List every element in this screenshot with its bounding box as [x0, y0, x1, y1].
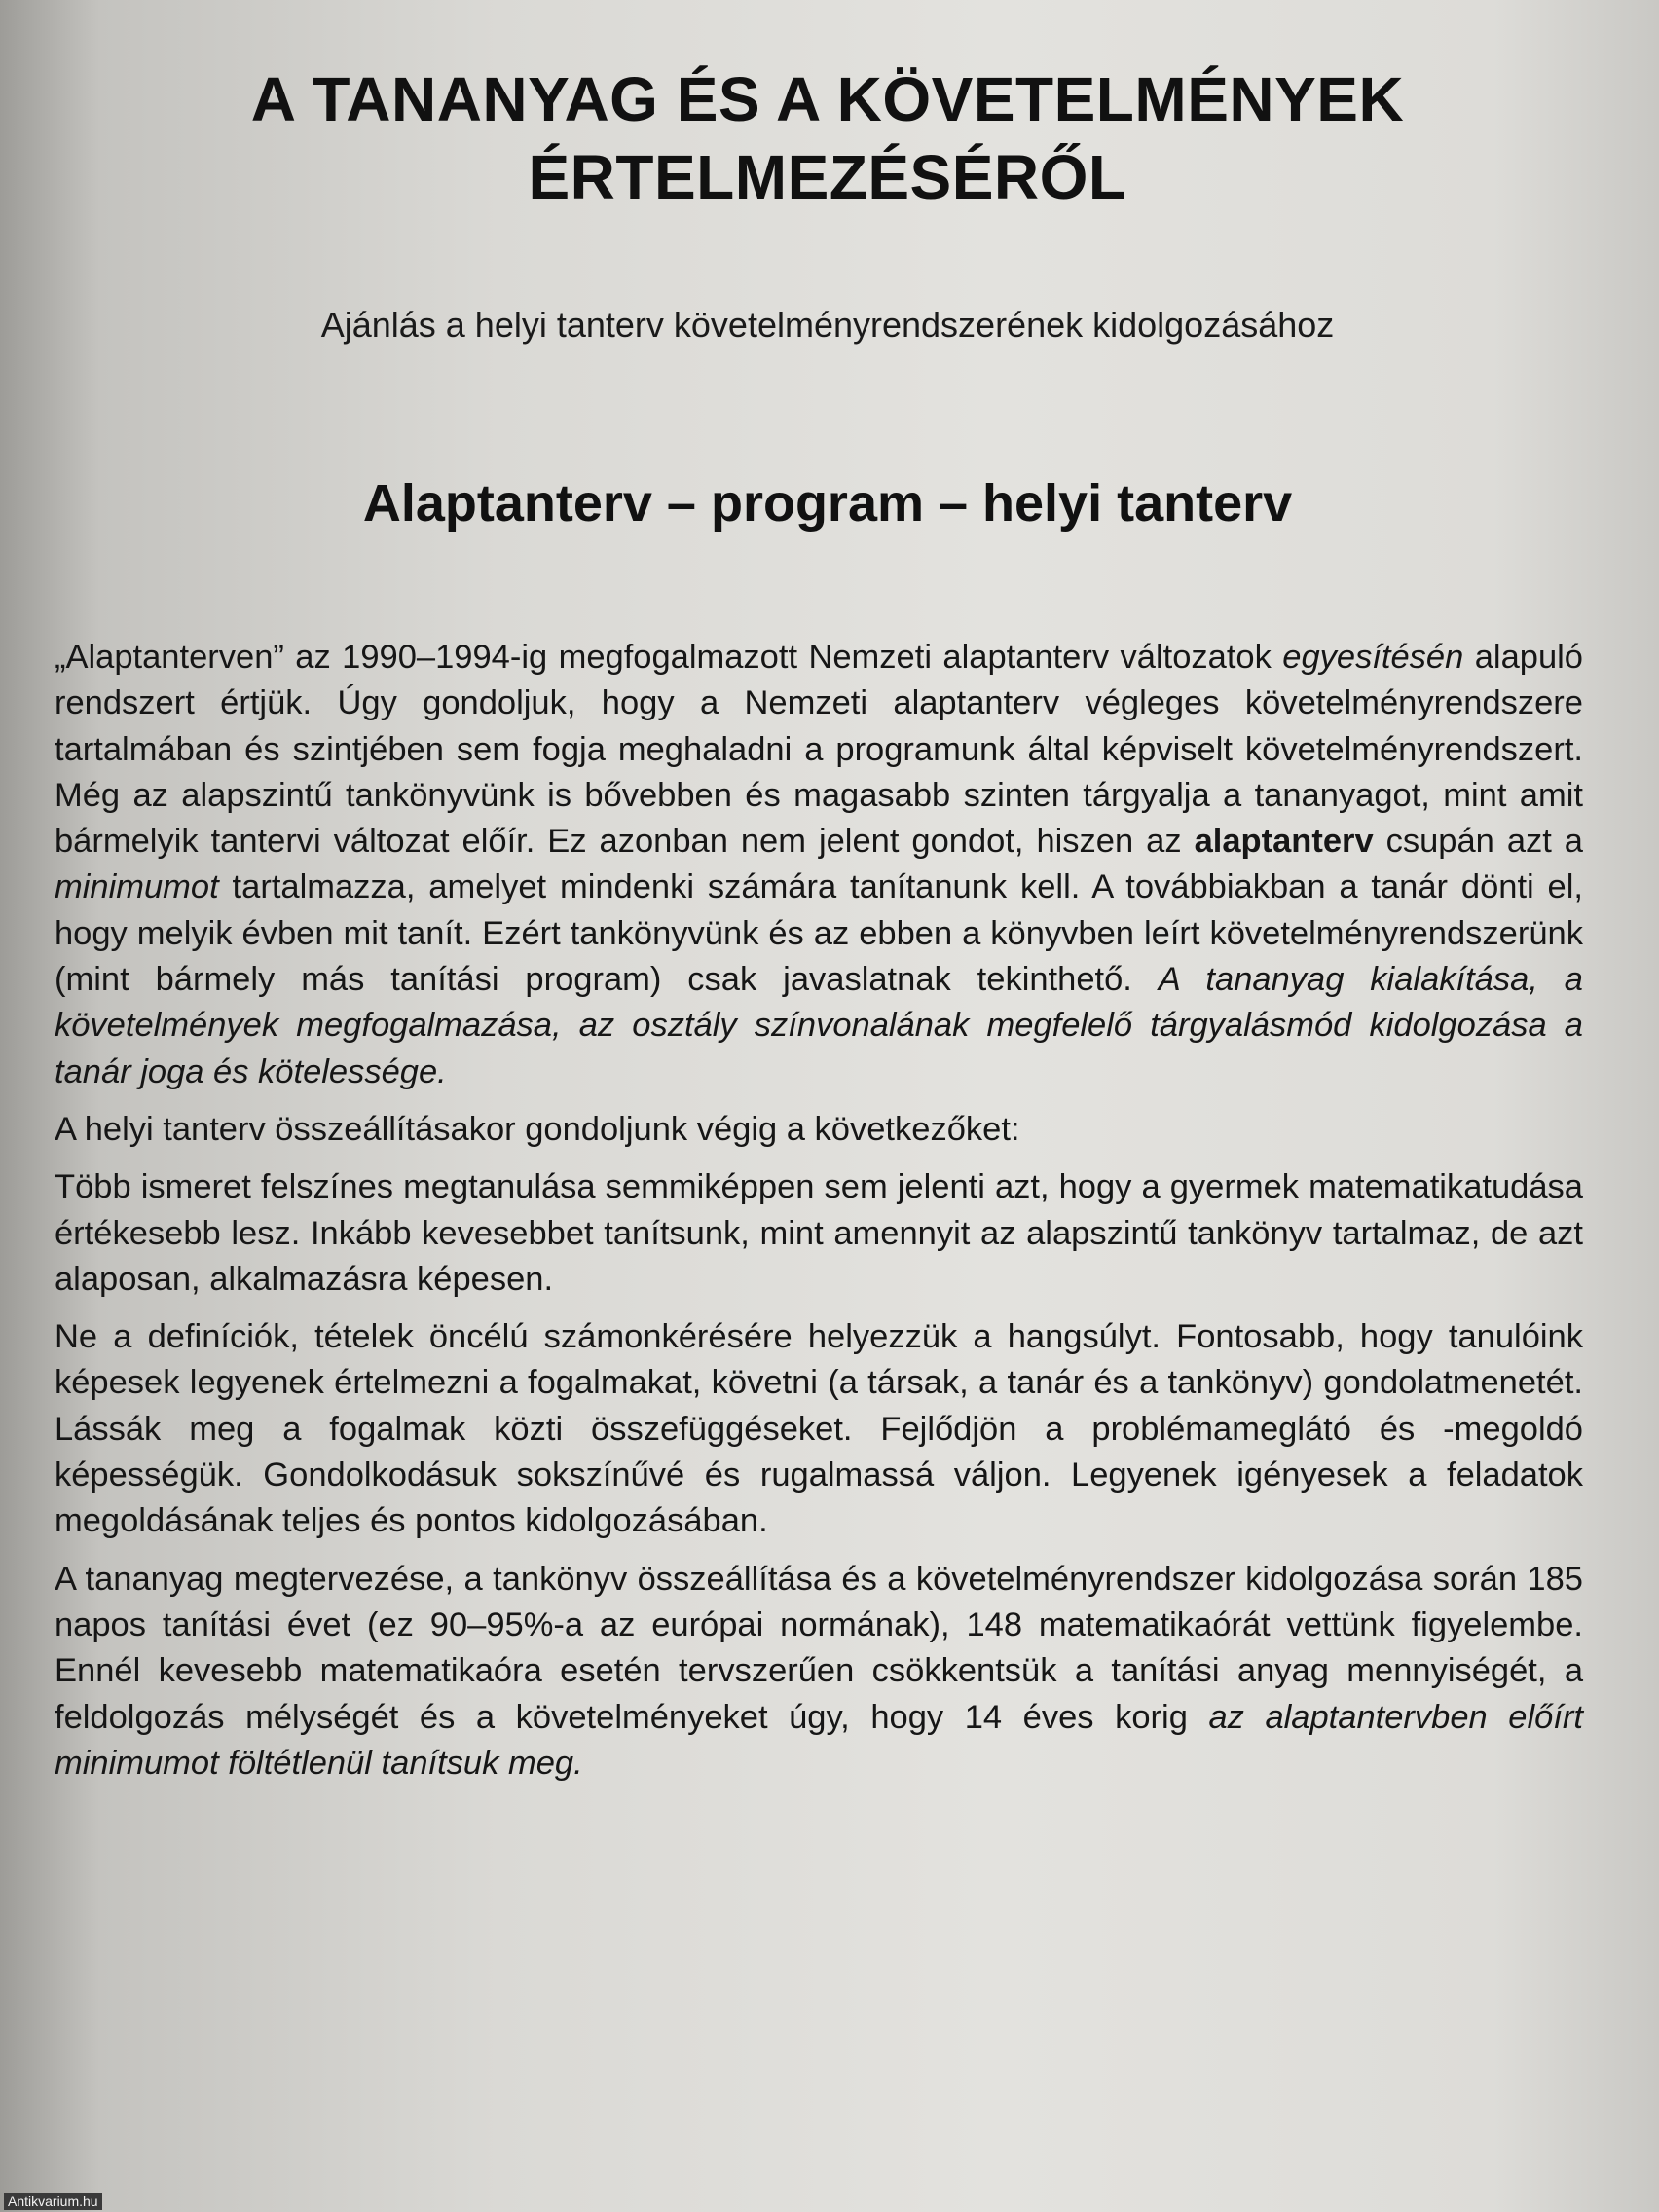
p1-italic-3: A tananyag kialakítása, a követelmények megfogalmazása, az osztály színvonalának megfelelő tárgyalásmód kidolgozása a tanár joga és kötelessége. [55, 961, 1583, 1090]
paragraph-3: Több ismeret felszínes megtanulása semmiképpen sem jelenti azt, hogy a gyermek matematikatudása értékesebb lesz. Inkább kevesebbet tanítsunk, mint amennyit az alapszintű tankönyv tartalmaz, de azt alaposan, alkalmazásra képesen. [55, 1168, 1583, 1298]
page-title-line-2: ÉRTELMEZÉSÉRŐL [528, 142, 1127, 212]
page-title [146, 60, 1509, 216]
p1-bold-1: alaptanterv [1194, 823, 1374, 861]
body-text [55, 635, 1583, 1798]
paragraph-5 [55, 1557, 1583, 1787]
p1-italic-2: minimumot [55, 868, 219, 906]
p1-text-3: csupán azt a [1373, 823, 1583, 861]
p1-text-2: alapuló rendszert értjük. Úgy gondoljuk, hogy a Nemzeti alaptanterv végleges követelményrendszere tartalmában és szintjében sem fogja meghaladni a programunk által képviselt követelményrendszert. Még az alapszintű tankönyvünk is bővebben és magasabb szinten tárgyalja a tananyagot, mint amit bármelyik tantervi változat előír. Ez azonban nem jelent gondot, hiszen az [55, 639, 1583, 861]
watermark-label: Antikvarium.hu [4, 2193, 102, 2210]
page-title-line-1: A TANANYAG ÉS A KÖVETELMÉNYEK [250, 64, 1405, 134]
paragraph-4: Ne a definíciók, tételek öncélú számonkérésére helyezzük a hangsúlyt. Fontosabb, hogy tanulóink képesek legyenek értelmezni a fogalmakat, követni (a társak, a tanár és a tankönyv) gondolatmenetét. Lássák meg a fogalmak közti összefüggéseket. Fejlődjön a problémameglátó és -megoldó képességük. Gondolkodásuk sokszínűvé és rugalmassá váljon. Legyenek igényesek a feladatok megoldásának teljes és pontos kidolgozásában. [55, 1318, 1583, 1540]
p5-italic-1: az alaptantervben előírt minimumot föltétlenül tanítsuk meg. [55, 1698, 1583, 1782]
subtitle: Ajánlás a helyi tanterv követelményrendszerének kidolgozásához [320, 305, 1335, 345]
paragraph-2: A helyi tanterv összeállításakor gondoljunk végig a következőket: [55, 1110, 1020, 1148]
p1-text-4: tartalmazza, amelyet mindenki számára tanítanunk kell. A továbbiakban a tanár dönti el, hogy melyik évben mit tanít. Ezért tankönyvünk és az ebben a könyvben leírt követelményrendszerünk (mint bármely más tanítási program) csak javaslatnak tekinthető. [55, 868, 1583, 999]
p1-text-1: „Alaptanterven” az 1990–1994-ig megfogalmazott Nemzeti alaptanterv változatok [55, 639, 1283, 676]
p5-text-1: A tananyag megtervezése, a tankönyv összeállítása és a követelményrendszer kidolgozása során 185 napos tanítási évet (ez 90–95%-a az európai normának), 148 matematikaórát vettünk figyelembe. Ennél kevesebb matematikaóra esetén tervszerűen csökkentsük a tanítási anyag mennyiségét, a feldolgozás mélységét és a követelményeket úgy, hogy 14 éves korig [55, 1560, 1583, 1736]
p1-italic-1: egyesítésén [1282, 639, 1464, 676]
section-heading: Alaptanterv – program – helyi tanterv [362, 474, 1293, 533]
paragraph-1 [55, 635, 1583, 1095]
